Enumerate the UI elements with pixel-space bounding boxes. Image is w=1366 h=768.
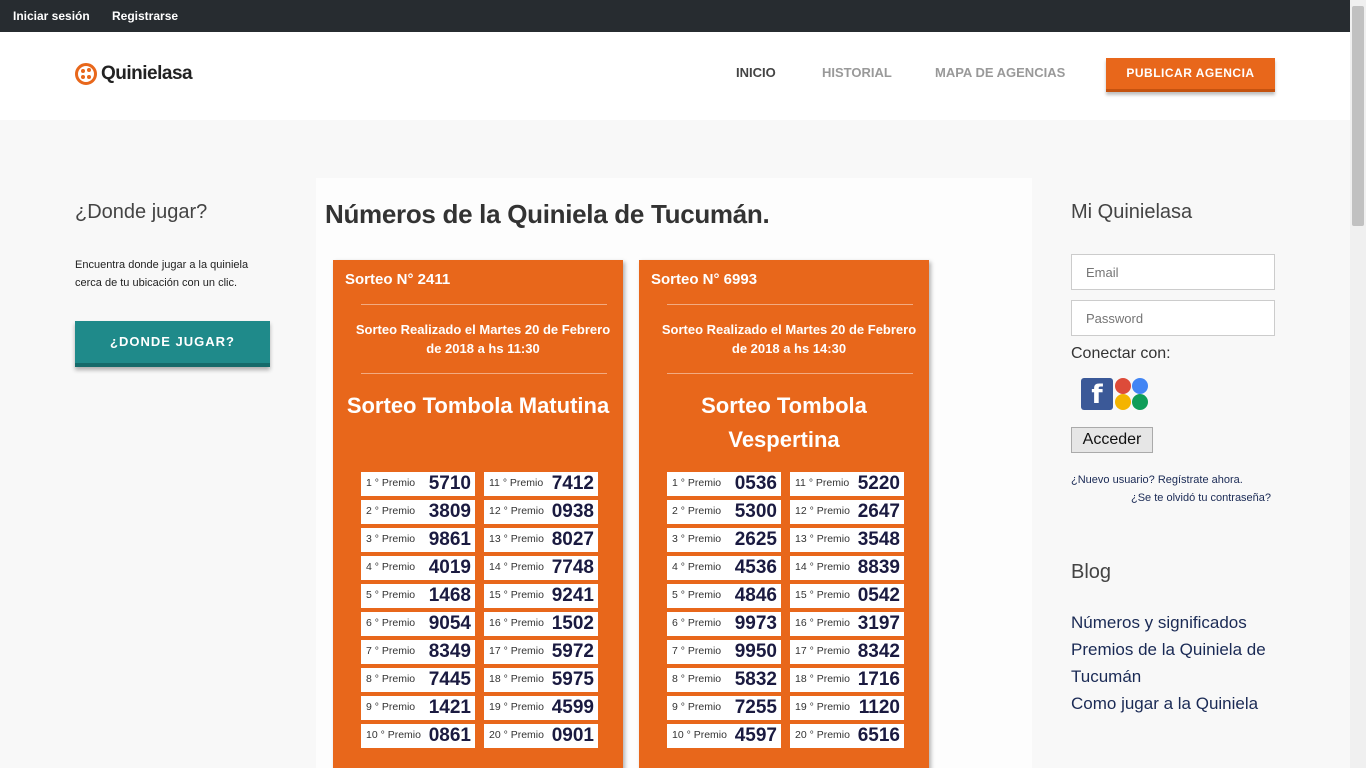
prize-label: 5 ° Premio [366, 589, 416, 601]
prize-label: 2 ° Premio [366, 505, 416, 517]
blog-link-premios[interactable]: Premios de la Quiniela de Tucumán [1071, 640, 1266, 686]
prize-value: 9973 [734, 613, 777, 634]
prize-cell [361, 500, 475, 524]
register-link[interactable]: Registrarse [112, 9, 179, 23]
prize-value: 9950 [734, 641, 777, 662]
prize-value: 2625 [734, 529, 777, 550]
prize-cell [790, 640, 904, 664]
blog-link-numeros[interactable]: Números y significados [1071, 613, 1247, 632]
login-link[interactable]: Iniciar sesión [13, 9, 90, 23]
prize-label: 2 ° Premio [672, 505, 722, 517]
prize-label: 12 ° Premio [795, 505, 850, 517]
where-to-play-text: Encuentra donde jugar a la quiniela cerca de tu ubicación con un clic. [75, 259, 249, 289]
prize-label: 16 ° Premio [489, 617, 544, 629]
prize-value: 8349 [428, 641, 471, 662]
prize-value: 4599 [551, 697, 594, 718]
prize-value: 7412 [551, 473, 594, 494]
prize-cell [790, 584, 904, 608]
prize-label: 10 ° Premio [672, 729, 727, 741]
prize-value: 9054 [428, 613, 471, 634]
prize-value: 0861 [428, 725, 471, 746]
prize-value: 6516 [857, 725, 900, 746]
draw-name: Sorteo Tombola Vespertina [701, 393, 867, 452]
prize-value: 5832 [734, 669, 777, 690]
prize-label: 3 ° Premio [672, 533, 722, 545]
prize-label: 6 ° Premio [672, 617, 722, 629]
prize-value: 3809 [428, 501, 471, 522]
prize-value: 3548 [857, 529, 900, 550]
prize-cell [667, 500, 781, 524]
prize-value: 1421 [428, 697, 471, 718]
prize-label: 13 ° Premio [795, 533, 850, 545]
draw-date: Sorteo Realizado el Martes 20 de Febrero de 2018 a hs 14:30 [661, 322, 917, 356]
prize-value: 8342 [857, 641, 900, 662]
prize-label: 20 ° Premio [795, 729, 850, 741]
prize-value: 5300 [734, 501, 777, 522]
prize-cell [361, 556, 475, 580]
draw-card-matutina [333, 260, 623, 768]
logo[interactable] [75, 63, 192, 85]
prize-cell [667, 472, 781, 496]
divider [667, 373, 913, 374]
prize-cell [361, 724, 475, 748]
header [0, 32, 1350, 120]
prize-value: 7255 [734, 697, 777, 718]
prize-label: 20 ° Premio [489, 729, 544, 741]
logo-text: Quinielasa [101, 63, 193, 84]
prize-value: 1716 [857, 669, 900, 690]
prize-value: 9861 [428, 529, 471, 550]
prize-cell [667, 612, 781, 636]
my-account-title: Mi Quinielasa [1071, 201, 1193, 223]
prize-cell [484, 640, 598, 664]
prize-value: 1120 [858, 697, 900, 718]
prize-cell [667, 640, 781, 664]
prize-cell [667, 584, 781, 608]
prize-label: 7 ° Premio [366, 645, 416, 657]
prize-value: 2647 [857, 501, 900, 522]
draw-card-vespertina [639, 260, 929, 768]
prize-cell [484, 528, 598, 552]
prize-value: 7748 [551, 557, 594, 578]
draw-date: Sorteo Realizado el Martes 20 de Febrero de 2018 a hs 11:30 [355, 322, 611, 356]
prize-cell [790, 724, 904, 748]
prize-cell [361, 696, 475, 720]
prize-label: 9 ° Premio [366, 701, 416, 713]
prize-value: 0938 [551, 501, 594, 522]
scrollbar-thumb[interactable] [1352, 6, 1364, 226]
new-user-link[interactable]: ¿Nuevo usuario? Regístrate ahora. [1071, 474, 1243, 486]
prize-value: 4846 [734, 585, 777, 606]
draw-number: Sorteo N° 2411 [345, 271, 451, 288]
where-to-play-button[interactable]: ¿DONDE JUGAR? [75, 321, 270, 367]
prize-value: 0536 [734, 473, 777, 494]
prize-cell [790, 612, 904, 636]
prize-value: 5972 [551, 641, 594, 662]
prize-cell [790, 556, 904, 580]
top-bar [0, 0, 1350, 32]
page-title: Números de la Quiniela de Tucumán. [325, 199, 770, 229]
prize-label: 7 ° Premio [672, 645, 722, 657]
prize-label: 18 ° Premio [795, 673, 850, 685]
prize-value: 1468 [428, 585, 471, 606]
prize-cell [667, 668, 781, 692]
prize-value: 5975 [551, 669, 594, 690]
prize-label: 11 ° Premio [795, 477, 850, 489]
prize-cell [790, 668, 904, 692]
prize-value: 5220 [857, 473, 900, 494]
prize-label: 9 ° Premio [672, 701, 722, 713]
prize-cell [484, 696, 598, 720]
nav-inicio[interactable]: INICIO [736, 65, 776, 80]
prize-label: 11 ° Premio [489, 477, 544, 489]
prize-label: 17 ° Premio [795, 645, 850, 657]
prize-value: 8027 [551, 529, 594, 550]
prize-cell [361, 528, 475, 552]
prize-label: 16 ° Premio [795, 617, 850, 629]
prize-cell [361, 584, 475, 608]
prize-cell [361, 668, 475, 692]
logo-ball-icon [75, 63, 97, 85]
prize-value: 4019 [428, 557, 471, 578]
prize-cell [484, 612, 598, 636]
prize-label: 14 ° Premio [795, 561, 850, 573]
google-icon[interactable] [1115, 378, 1149, 410]
connect-label: Conectar con: [1071, 345, 1171, 362]
prize-label: 15 ° Premio [489, 589, 544, 601]
prize-cell [790, 528, 904, 552]
prize-label: 1 ° Premio [672, 477, 722, 489]
prize-value: 9241 [551, 585, 594, 606]
prize-value: 3197 [857, 613, 900, 634]
prize-label: 6 ° Premio [366, 617, 416, 629]
prize-label: 3 ° Premio [366, 533, 416, 545]
facebook-icon[interactable]: f [1081, 378, 1113, 410]
prize-label: 10 ° Premio [366, 729, 421, 741]
prize-value: 4536 [734, 557, 777, 578]
prize-label: 4 ° Premio [672, 561, 722, 573]
prize-cell [790, 472, 904, 496]
prize-cell [484, 584, 598, 608]
prize-cell [667, 724, 781, 748]
prize-value: 4597 [734, 725, 777, 746]
prize-cell [790, 500, 904, 524]
prize-cell [361, 640, 475, 664]
prize-label: 5 ° Premio [672, 589, 722, 601]
forgot-password-link[interactable]: ¿Se te olvidó tu contraseña? [1131, 492, 1272, 504]
blog-title: Blog [1071, 561, 1112, 583]
prize-label: 12 ° Premio [489, 505, 544, 517]
prize-label: 4 ° Premio [366, 561, 416, 573]
email-input[interactable] [1071, 254, 1275, 290]
prize-label: 17 ° Premio [489, 645, 544, 657]
prize-value: 5710 [428, 473, 471, 494]
prize-label: 18 ° Premio [489, 673, 544, 685]
prize-value: 0542 [857, 585, 900, 606]
password-input[interactable] [1071, 300, 1275, 336]
blog-link-como-jugar[interactable]: Como jugar a la Quiniela [1071, 694, 1259, 713]
prize-label: 19 ° Premio [795, 701, 850, 713]
nav-mapa-agencias[interactable]: MAPA DE AGENCIAS [935, 65, 1066, 80]
prize-value: 0901 [551, 725, 594, 746]
prize-cell [484, 472, 598, 496]
nav-historial[interactable]: HISTORIAL [822, 65, 892, 80]
where-to-play-title: ¿Donde jugar? [75, 201, 208, 223]
draw-name: Sorteo Tombola Matutina [346, 393, 610, 418]
prize-cell [667, 528, 781, 552]
divider [361, 373, 607, 374]
prize-cell [484, 668, 598, 692]
prize-label: 13 ° Premio [489, 533, 544, 545]
prize-label: 15 ° Premio [795, 589, 850, 601]
prize-label: 19 ° Premio [489, 701, 544, 713]
divider [361, 304, 607, 305]
prize-label: 8 ° Premio [366, 673, 416, 685]
draw-number: Sorteo N° 6993 [651, 271, 758, 288]
prize-cell [484, 556, 598, 580]
prize-cell [361, 612, 475, 636]
prize-label: 14 ° Premio [489, 561, 544, 573]
prize-value: 1502 [551, 613, 594, 634]
prize-cell [484, 500, 598, 524]
prize-cell [361, 472, 475, 496]
prize-cell [667, 696, 781, 720]
prize-cell [790, 696, 904, 720]
prize-cell [484, 724, 598, 748]
prize-value: 7445 [428, 669, 471, 690]
prize-value: 8839 [857, 557, 900, 578]
prize-label: 1 ° Premio [366, 477, 416, 489]
access-button[interactable]: Acceder [1071, 427, 1153, 453]
prize-label: 8 ° Premio [672, 673, 722, 685]
publish-agency-button[interactable]: PUBLICAR AGENCIA [1106, 58, 1275, 92]
prize-cell [667, 556, 781, 580]
divider [667, 304, 913, 305]
